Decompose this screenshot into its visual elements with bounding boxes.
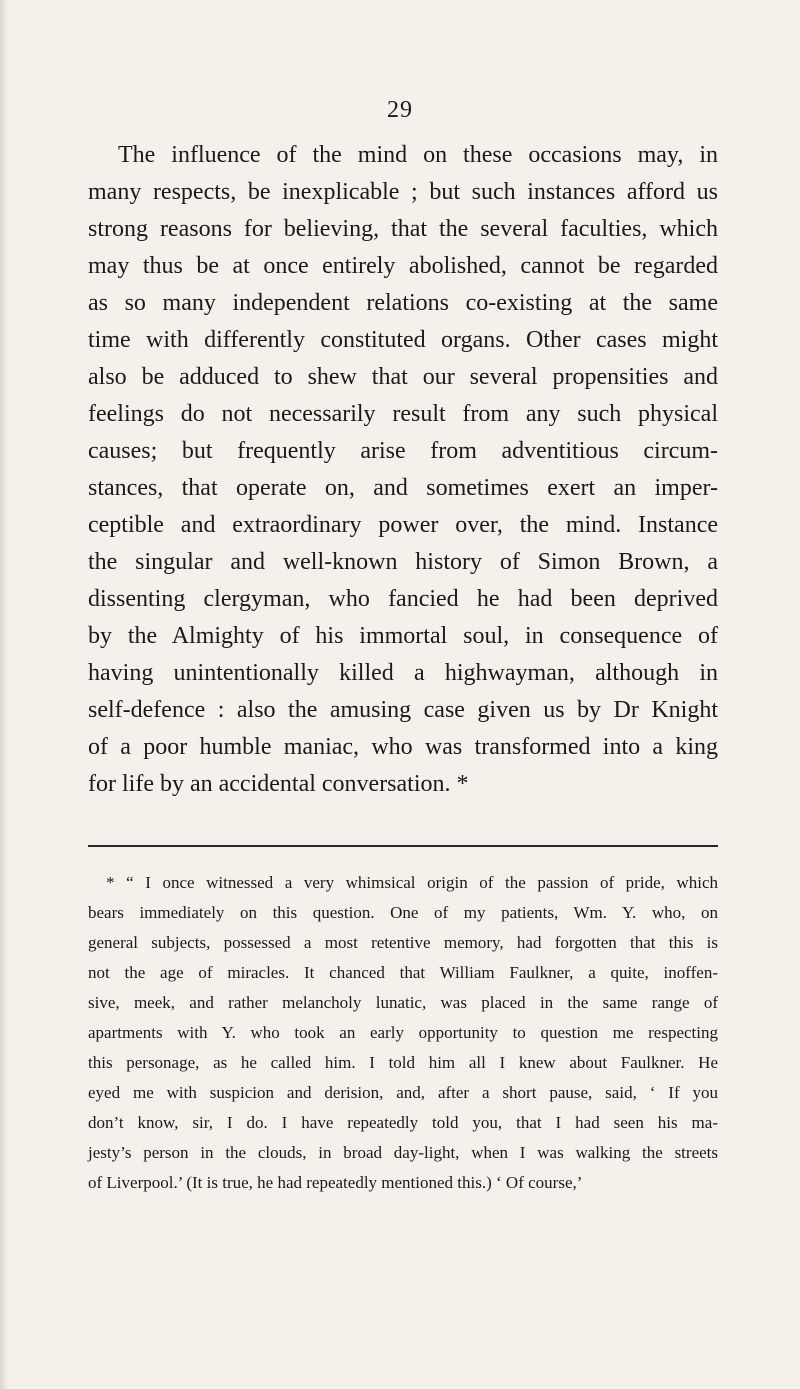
body-line: as so many independent relations co-existing at the same (88, 290, 718, 316)
body-line: for life by an accidental conversation. * (88, 771, 469, 797)
footnote-line: not the age of miracles. It chanced that William Faulkner, a quite, inoffen- (88, 963, 718, 982)
footnote-line: jesty’s person in the clouds, in broad day-light, when I was walking the streets (88, 1143, 718, 1162)
body-line: self-defence : also the amusing case given us by Dr Knight (88, 697, 718, 723)
footnote-rule (88, 845, 718, 847)
body-line: also be adduced to shew that our several propensities and (88, 364, 718, 390)
page-number: 29 (387, 97, 413, 123)
body-line: the singular and well-known history of Simon Brown, a (88, 549, 718, 575)
body-line: many respects, be inexplicable ; but such instances afford us (88, 179, 718, 205)
body-line: The influence of the mind on these occasions may, in (118, 142, 718, 168)
footnote-line: eyed me with suspicion and derision, and, after a short pause, said, ‘ If you (88, 1083, 718, 1102)
footnote-line: don’t know, sir, I do. I have repeatedly told you, that I had seen his ma- (88, 1113, 718, 1132)
body-line: may thus be at once entirely abolished, cannot be regarded (88, 253, 718, 279)
body-line: causes; but frequently arise from adventitious circum- (88, 438, 718, 464)
body-line: feelings do not necessarily result from any such physical (88, 401, 718, 427)
body-line: strong reasons for believing, that the several faculties, which (88, 216, 718, 242)
footnote-line: of Liverpool.’ (It is true, he had repeatedly mentioned this.) ‘ Of course,’ (88, 1173, 583, 1192)
page-edge-shadow (0, 0, 8, 1389)
footnote-line: this personage, as he called him. I told him all I knew about Faulkner. He (88, 1053, 718, 1072)
body-line: having unintentionally killed a highwayman, although in (88, 660, 718, 686)
footnote-line: general subjects, possessed a most retentive memory, had forgotten that this is (88, 933, 718, 952)
body-line: by the Almighty of his immortal soul, in consequence of (88, 623, 718, 649)
body-line: ceptible and extraordinary power over, the mind. Instance (88, 512, 718, 538)
footnote-line: * “ I once witnessed a very whimsical origin of the passion of pride, which (106, 873, 718, 892)
body-line: stances, that operate on, and sometimes exert an imper- (88, 475, 718, 501)
body-line: of a poor humble maniac, who was transformed into a king (88, 734, 718, 760)
footnote-line: apartments with Y. who took an early opportunity to question me respecting (88, 1023, 718, 1042)
footnote-line: sive, meek, and rather melancholy lunatic, was placed in the same range of (88, 993, 718, 1012)
body-line: dissenting clergyman, who fancied he had been deprived (88, 586, 718, 612)
footnote-line: bears immediately on this question. One of my patients, Wm. Y. who, on (88, 903, 718, 922)
body-line: time with differently constituted organs. Other cases might (88, 327, 718, 353)
